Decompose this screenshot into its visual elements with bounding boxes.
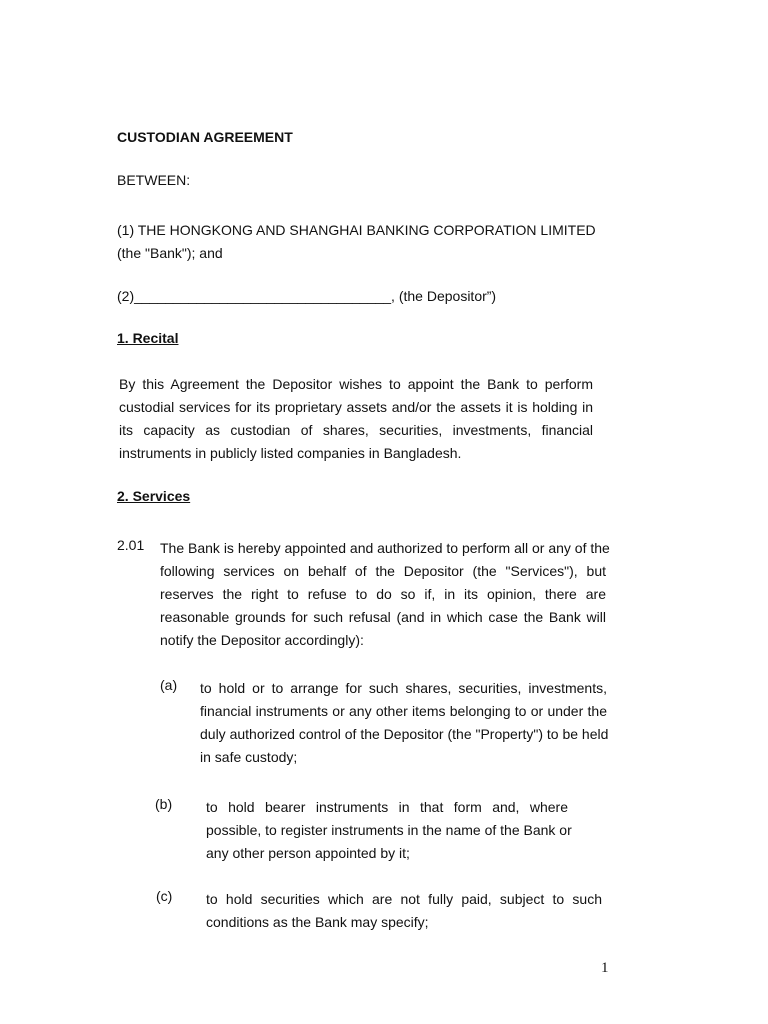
recital-line: instruments in publicly listed companies in Bangladesh. — [119, 445, 462, 461]
party-1 — [117, 219, 596, 265]
page-number: 1 — [601, 960, 609, 976]
recital-paragraph — [119, 373, 593, 465]
clause-201-paragraph — [160, 537, 610, 652]
item-c-paragraph — [206, 888, 602, 934]
item-a-line: in safe custody; — [200, 749, 298, 765]
document-title: CUSTODIAN AGREEMENT — [117, 129, 293, 145]
item-b-label: (b) — [155, 796, 173, 812]
item-b-line: possible, to register instruments in the name of the Bank or — [206, 822, 572, 838]
clause-line: reasonable grounds for such refusal (and in which case the Bank will — [160, 609, 606, 625]
clause-line: The Bank is hereby appointed and authorized to perform all or any of the — [160, 540, 610, 556]
item-a-line: financial instruments or any other items belonging to or under the — [200, 703, 607, 719]
item-a-line: duly authorized control of the Depositor (the "Property") to be held — [200, 726, 609, 742]
item-a-line: to hold or to arrange for such shares, securities, investments, — [200, 680, 607, 696]
item-c-line: to hold securities which are not fully paid, subject to such — [206, 891, 602, 907]
item-a-label: (a) — [160, 677, 178, 693]
clause-line: following services on behalf of the Depositor (the "Services"), but — [160, 563, 606, 579]
recital-line: custodial services for its proprietary assets and/or the assets it is holding in — [119, 399, 593, 415]
between-label: BETWEEN: — [117, 172, 191, 188]
item-b-paragraph — [206, 796, 572, 865]
clause-number: 2.01 — [117, 537, 145, 553]
item-c-line: conditions as the Bank may specify; — [206, 914, 429, 930]
recital-line: its capacity as custodian of shares, securities, investments, financial — [119, 422, 593, 438]
party-1-line-2: (the "Bank"); and — [117, 245, 223, 261]
item-c-label: (c) — [156, 888, 173, 904]
party-1-line-1: (1) THE HONGKONG AND SHANGHAI BANKING CORPORATION LIMITED — [117, 222, 596, 238]
item-b-line: to hold bearer instruments in that form and, where — [206, 799, 568, 815]
recital-line: By this Agreement the Depositor wishes to appoint the Bank to perform — [119, 376, 593, 392]
section-1-heading: 1. Recital — [117, 330, 179, 346]
clause-line: notify the Depositor accordingly): — [160, 632, 364, 648]
party-2: (2)_________________________________, (the Depositor”) — [117, 288, 497, 304]
item-a-paragraph — [200, 677, 607, 769]
item-b-line: any other person appointed by it; — [206, 845, 410, 861]
clause-line: reserves the right to refuse to do so if, in its opinion, there are — [160, 586, 606, 602]
section-2-heading: 2. Services — [117, 488, 191, 504]
